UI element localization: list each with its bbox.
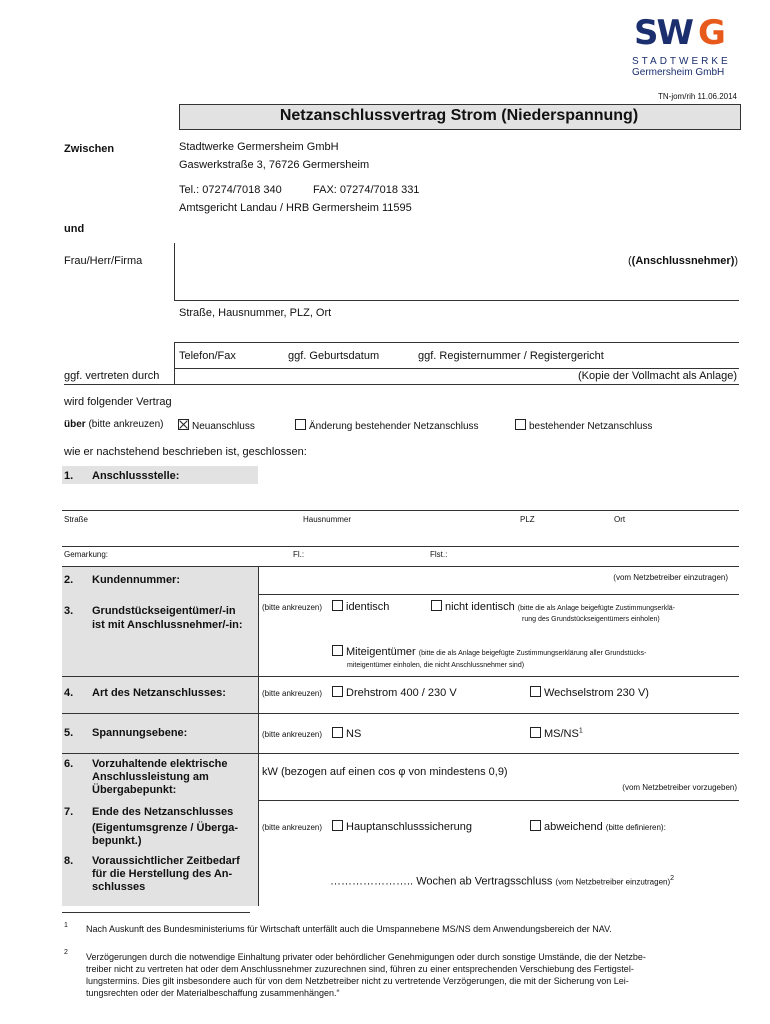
contact-line[interactable] xyxy=(174,368,739,369)
option-single-phase[interactable]: Wechselstrom 230 V) xyxy=(530,686,649,699)
contract-intro: wird folgender Vertrag xyxy=(64,396,172,408)
section-8-title-2: für die Herstellung des An- xyxy=(92,868,233,880)
checkbox-icon[interactable] xyxy=(332,686,343,697)
site-address-line[interactable] xyxy=(62,510,739,511)
section-3-hint: (bitte ankreuzen) xyxy=(262,603,323,612)
and-label: und xyxy=(64,223,85,235)
site-fl-label: Fl.: xyxy=(293,550,305,559)
option-ns[interactable]: NS xyxy=(332,727,361,740)
option-main-fuse[interactable]: Hauptanschlusssicherung xyxy=(332,820,472,833)
footnote-2-line-2: treiber nicht zu vertreten hat oder dem Anschlussnehmer zuzurechnen sind, führen zu einer entsprechenden Verschiebung des Fertigstel- xyxy=(86,964,634,974)
option-existing-connection[interactable]: bestehender Netzanschluss xyxy=(515,419,652,432)
contract-about: über (bitte ankreuzen) xyxy=(64,419,164,430)
site-district-label: Gemarkung: xyxy=(64,550,109,559)
contract-closing: wie er nachstehend beschrieben ist, geschlossen: xyxy=(64,446,307,458)
option-new-connection[interactable]: Neuanschluss xyxy=(178,419,255,432)
contract-about-hint: (bitte ankreuzen) xyxy=(88,419,164,430)
company-name: Stadtwerke Germersheim GmbH xyxy=(179,141,339,153)
section-3-note-2: rung des Grundstückseigentümers einholen) xyxy=(522,616,660,623)
section-6-title-1: Vorzuhaltende elektrische xyxy=(92,758,228,770)
section-5-number: 5. xyxy=(64,727,74,739)
checkbox-icon[interactable] xyxy=(332,645,343,656)
section-7-title-3: bepunkt.) xyxy=(92,835,142,847)
logo-mark xyxy=(632,14,736,54)
section-3-number: 3. xyxy=(64,605,74,617)
section-4-number: 4. xyxy=(64,687,74,699)
section-3-title-2: ist mit Anschlussnehmer/-in: xyxy=(92,619,243,631)
section-1-title: Anschlussstelle: xyxy=(92,470,180,482)
checkbox-icon[interactable] xyxy=(332,727,343,738)
footnote-2-line-1: Verzögerungen durch die notwendige Einhaltung privater oder behördlicher Genehmigungen oder durch sonstige Umstände, die der Netzbe- xyxy=(86,952,646,962)
footnote-1-text: Nach Auskunft des Bundesministeriums für Wirtschaft unterfällt auch die Umspannebene MS/NS dem Anwendungsbereich der NAV. xyxy=(86,924,612,934)
company-court: Amtsgericht Landau / HRB Germersheim 11595 xyxy=(179,202,412,214)
logo-mark-sw: SW xyxy=(634,13,692,53)
logo xyxy=(632,14,736,78)
section-8-title-1: Voraussichtlicher Zeitbedarf xyxy=(92,855,240,867)
checkbox-icon[interactable] xyxy=(530,686,541,697)
checkbox-icon[interactable] xyxy=(530,727,541,738)
proxy-note: (Kopie der Vollmacht als Anlage) xyxy=(578,370,737,382)
section-7-number: 7. xyxy=(64,806,74,818)
section-6-note: (vom Netzbetreiber vorzugeben) xyxy=(622,783,737,792)
logo-line2: Germersheim GmbH xyxy=(632,67,725,78)
represented-line[interactable] xyxy=(64,384,739,385)
customer-role: (Anschlussnehmer) xyxy=(631,255,735,267)
site-flst-label: Flst.: xyxy=(430,550,448,559)
checkbox-icon[interactable] xyxy=(332,820,343,831)
footnote-2-line-3: lungstermins. Dies gilt insbesondere auch für von dem Netzbetreiber nicht zu vertretende Verzögerungen, die mit der Sicherung von Lei- xyxy=(86,976,629,986)
footnote-1-number: 1 xyxy=(64,922,68,929)
section-8-value[interactable]: ………………….. Wochen ab Vertragsschluss (vom Netzbetreiber einzutragen)$^2$ xyxy=(330,875,675,888)
section-6-value: kW (bezogen auf einen cos φ von mindestens 0,9) xyxy=(262,766,508,778)
section-7-title-2: (Eigentumsgrenze / Überga- xyxy=(92,822,239,834)
represented-label: ggf. vertreten durch xyxy=(64,370,160,382)
footnote-2-line-4: tungsrechten oder der Materialbeschaffung zusammenhängen.“ xyxy=(86,988,340,998)
site-zip-label: PLZ xyxy=(520,515,535,524)
checkbox-icon[interactable] xyxy=(431,600,442,611)
section-7-hint: (bitte ankreuzen) xyxy=(262,823,323,832)
option-owner-not-identical[interactable]: nicht identisch (bitte die als Anlage beigefügte Zustimmungserklä- xyxy=(431,600,675,613)
checkbox-icon[interactable] xyxy=(332,600,343,611)
section-3-title-1: Grundstückseigentümer/-in xyxy=(92,605,236,617)
section-4-hint: (bitte ankreuzen) xyxy=(262,689,323,698)
section-6-title-2: Anschlussleistung am xyxy=(92,771,209,783)
section-5-title: Spannungsebene: xyxy=(92,727,188,739)
section-4-title: Art des Netzanschlusses: xyxy=(92,687,226,699)
site-city-label: Ort xyxy=(614,515,626,524)
option-deviating[interactable]: abweichend (bitte definieren): xyxy=(530,820,666,833)
option-co-owner[interactable]: Miteigentümer (bitte die als Anlage beigefügte Zustimmungserklärung aller Grundstücks- xyxy=(332,645,646,658)
company-street: Gaswerkstraße 3, 76726 Germersheim xyxy=(179,159,370,171)
logo-mark-g: G xyxy=(698,13,724,53)
customer-role-prefix: ((Anschlussnehmer)) xyxy=(628,255,739,267)
company-tel: Tel.: 07274/7018 340 xyxy=(179,184,282,196)
section-6-title-3: Übergabepunkt: xyxy=(92,784,177,796)
section-8-title-3: schlusses xyxy=(92,881,146,893)
section-2-note: (vom Netzbetreiber einzutragen) xyxy=(613,573,728,582)
document-reference: TN-jom/rih 11.06.2014 xyxy=(658,92,737,101)
checkbox-icon[interactable] xyxy=(530,820,541,831)
footnote-divider xyxy=(62,912,250,913)
section-2-title: Kundennummer: xyxy=(92,574,180,586)
option-owner-identical[interactable]: identisch xyxy=(332,600,389,613)
section-5-hint: (bitte ankreuzen) xyxy=(262,730,323,739)
company-fax: FAX: 07274/7018 331 xyxy=(313,184,420,196)
section-3-note-4: miteigentümer einholen, die nicht Anschlussnehmer sind) xyxy=(347,662,525,669)
logo-line1: STADTWERKE xyxy=(632,56,731,67)
section-8-number: 8. xyxy=(64,855,74,867)
address-line[interactable] xyxy=(174,342,739,343)
option-ms-ns[interactable]: $MS/NS^1$ xyxy=(530,727,583,740)
phone-label: Telefon/Fax xyxy=(179,350,236,362)
checkbox-icon[interactable] xyxy=(515,419,526,430)
site-street-label: Straße xyxy=(64,515,89,524)
section-7-title-1: Ende des Netzanschlusses xyxy=(92,806,234,818)
address-label: Straße, Hausnummer, PLZ, Ort xyxy=(179,307,332,319)
option-three-phase[interactable]: Drehstrom 400 / 230 V xyxy=(332,686,457,699)
site-parcel-line[interactable] xyxy=(62,546,739,547)
site-house-label: Hausnummer xyxy=(303,515,352,524)
section-2-number: 2. xyxy=(64,574,74,586)
section-6-number: 6. xyxy=(64,758,74,770)
birthdate-label: ggf. Geburtsdatum xyxy=(288,350,380,362)
customer-name-line[interactable] xyxy=(174,300,739,301)
between-label: Zwischen xyxy=(64,143,115,155)
customer-label: Frau/Herr/Firma xyxy=(64,255,143,267)
page-title: Netzanschlussvertrag Strom (Niederspannung) xyxy=(279,107,639,124)
footnote-2-number: 2 xyxy=(64,949,68,956)
section-1-number: 1. xyxy=(64,470,74,482)
option-change-connection[interactable]: Änderung bestehender Netzanschluss xyxy=(295,419,479,432)
checkbox-icon[interactable] xyxy=(295,419,306,430)
register-label: ggf. Registernummer / Registergericht xyxy=(418,350,604,362)
checkbox-checked-icon[interactable] xyxy=(178,419,189,430)
